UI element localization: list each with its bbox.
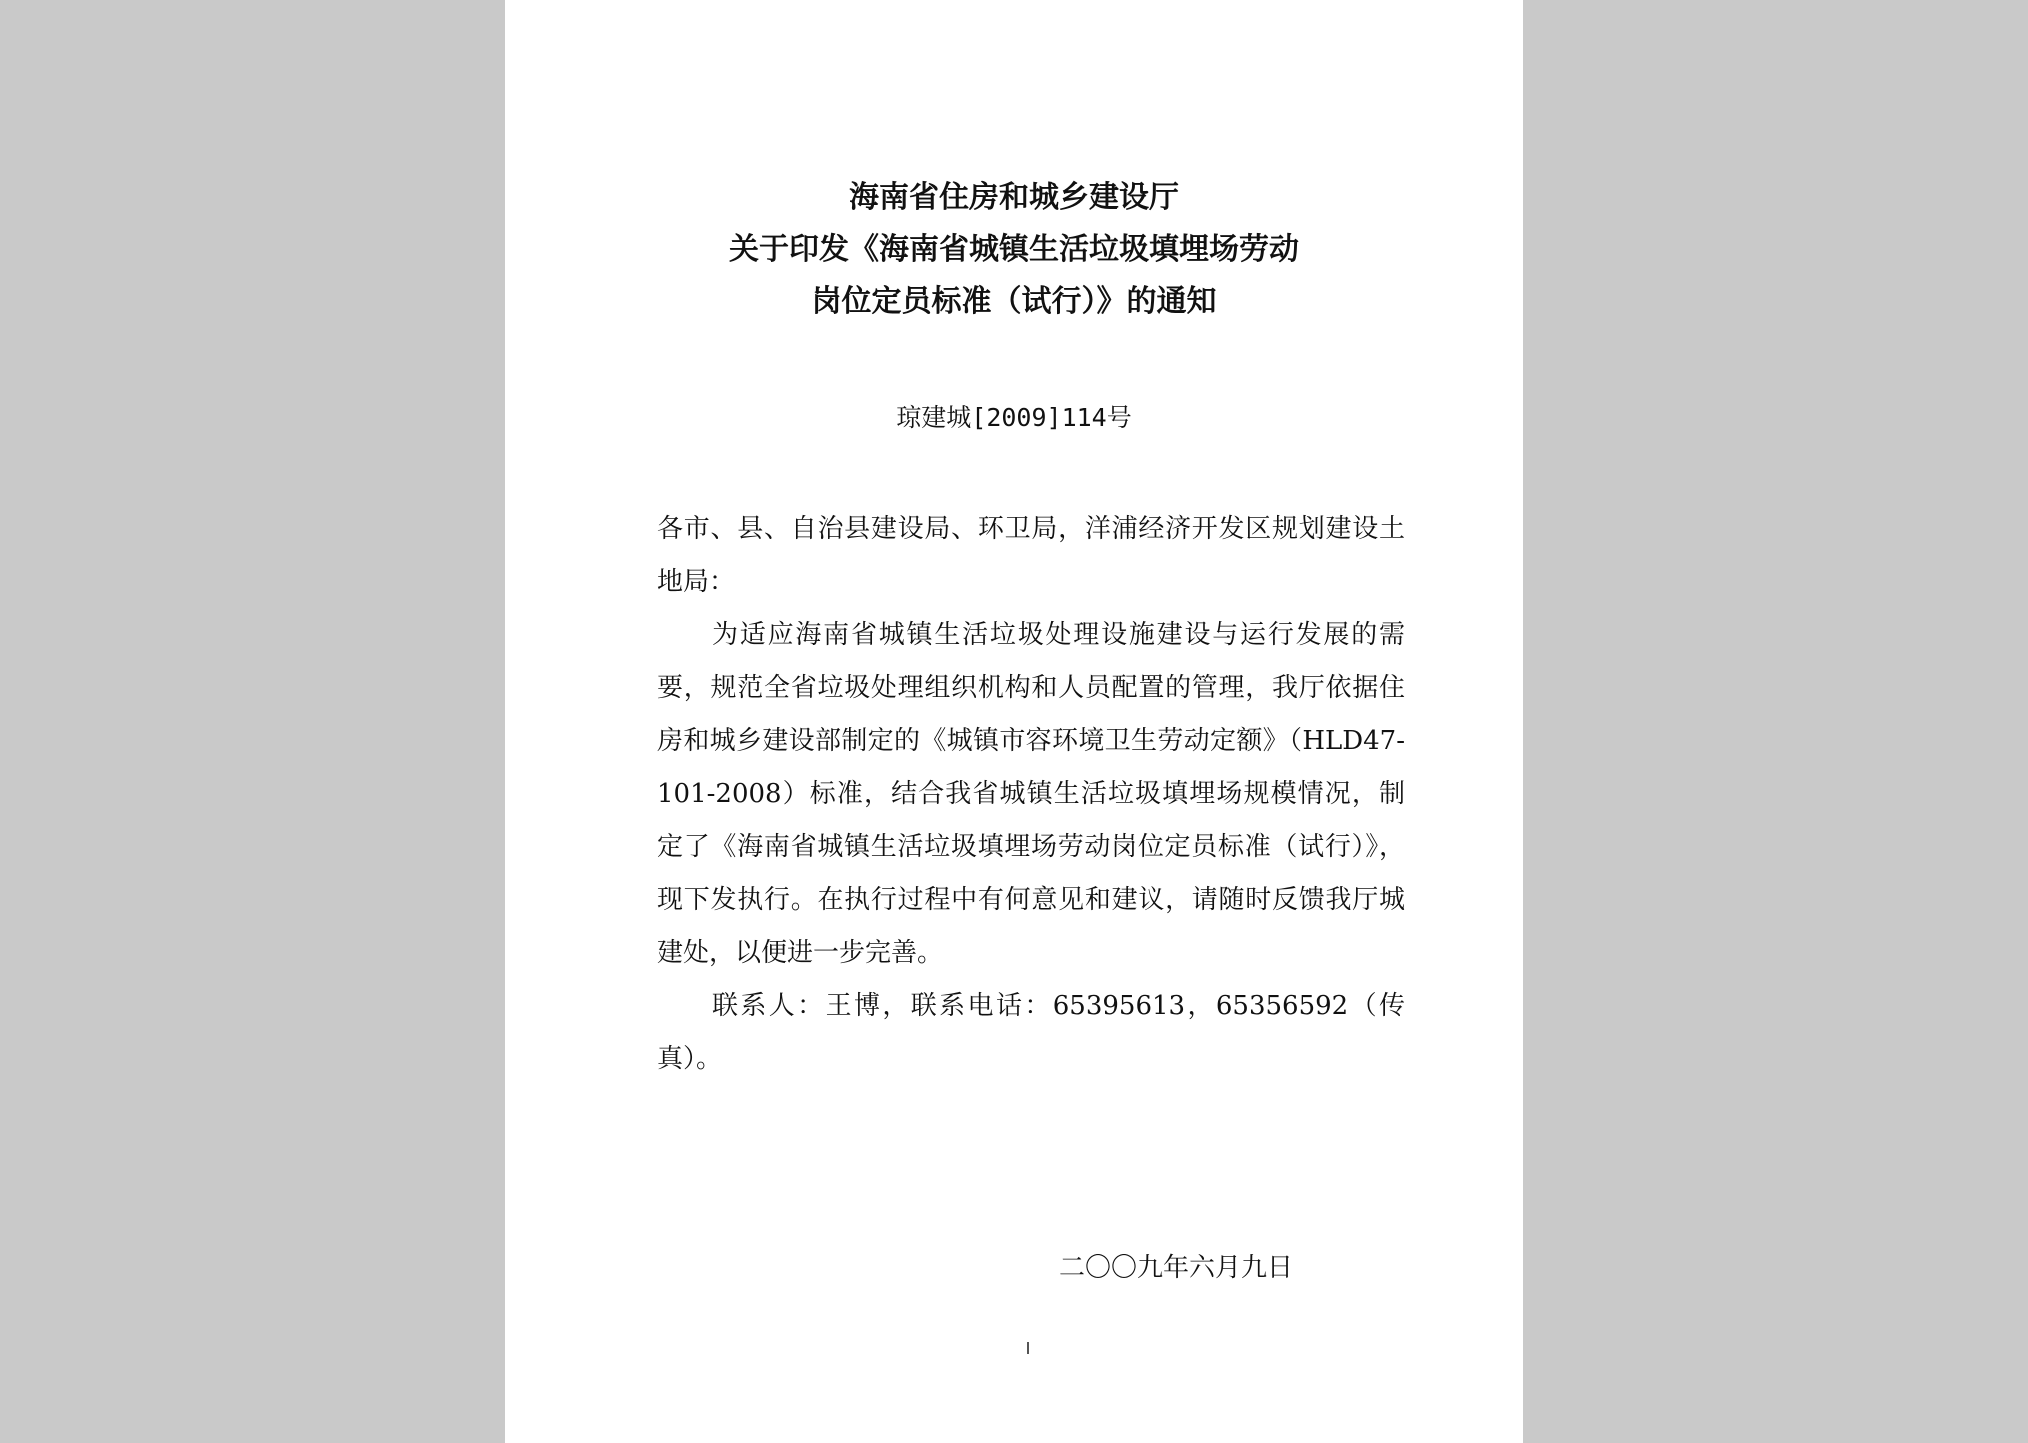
- document-number: 琼建城[2009]114号: [896, 403, 1132, 432]
- title-line-3: 岗位定员标准（试行）》的通知: [811, 284, 1217, 319]
- issue-date: 二〇〇九年六月九日: [1059, 1253, 1294, 1283]
- page-mark: [1027, 1342, 1029, 1354]
- document-title: [505, 172, 1523, 328]
- title-line-1: 海南省住房和城乡建设厅: [849, 180, 1179, 215]
- document-page: [505, 0, 1523, 1443]
- contact-line: 联系人：王博，联系电话：65395613，65356592（传真）。: [657, 991, 1405, 1074]
- salutation: 各市、县、自治县建设局、环卫局，洋浦经济开发区规划建设土地局：: [657, 514, 1405, 597]
- body-paragraph: 为适应海南省城镇生活垃圾处理设施建设与运行发展的需要，规范全省垃圾处理组织机构和人员配置的管理，我厅依据住房和城乡建设部制定的《城镇市容环境卫生劳动定额》（HLD47-101-2008）标准，结合我省城镇生活垃圾填埋场规模情况，制定了《海南省城镇生活垃圾填埋场劳动岗位定员标准（试行）》，现下发执行。在执行过程中有何意见和建议，请随时反馈我厅城建处，以便进一步完善。: [657, 620, 1405, 968]
- document-body: [657, 503, 1405, 1086]
- title-line-2: 关于印发《海南省城镇生活垃圾填埋场劳动: [729, 232, 1299, 267]
